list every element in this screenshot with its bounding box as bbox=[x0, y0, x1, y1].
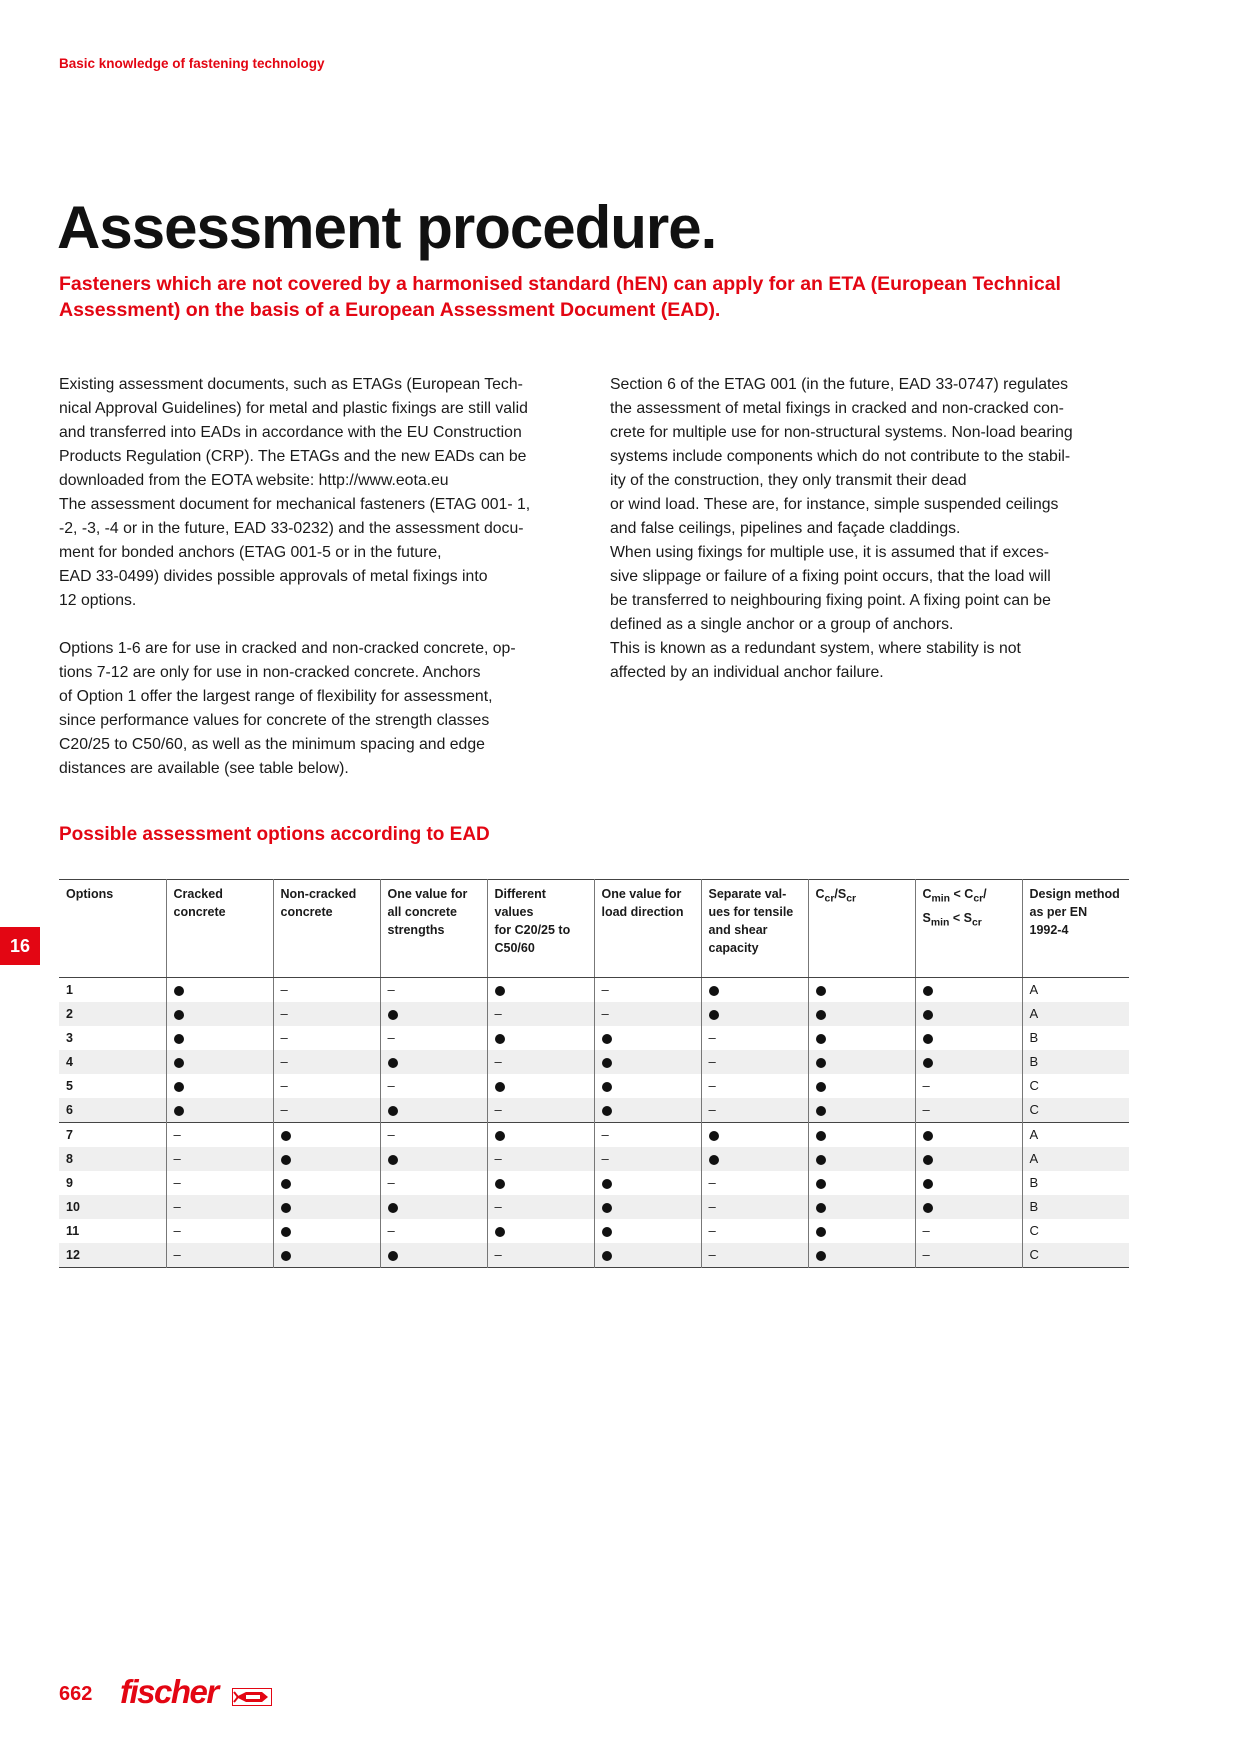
table-cell bbox=[166, 1002, 273, 1026]
table-row bbox=[59, 1123, 1129, 1148]
bullet-icon bbox=[174, 1010, 184, 1020]
bullet-icon bbox=[495, 1179, 505, 1189]
table-cell: – bbox=[915, 1098, 1022, 1123]
right-text-column bbox=[610, 373, 1140, 685]
bullet-icon bbox=[281, 1227, 291, 1237]
table-cell bbox=[915, 1026, 1022, 1050]
bullet-icon bbox=[923, 1179, 933, 1189]
bullet-icon bbox=[816, 1251, 826, 1261]
table-cell bbox=[273, 1147, 380, 1171]
option-number: 7 bbox=[59, 1123, 166, 1148]
table-cell bbox=[273, 1123, 380, 1148]
bullet-icon bbox=[602, 1227, 612, 1237]
table-row bbox=[59, 1002, 1129, 1026]
table-cell: – bbox=[594, 1147, 701, 1171]
table-cell bbox=[380, 1050, 487, 1074]
bullet-icon bbox=[388, 1058, 398, 1068]
table-cell bbox=[273, 1243, 380, 1268]
table-cell bbox=[915, 1171, 1022, 1195]
table-cell bbox=[487, 1171, 594, 1195]
table-cell bbox=[808, 1050, 915, 1074]
table-cell: C bbox=[1022, 1098, 1129, 1123]
option-number: 4 bbox=[59, 1050, 166, 1074]
table-cell: – bbox=[166, 1195, 273, 1219]
table-cell bbox=[808, 978, 915, 1003]
table-cell bbox=[808, 1074, 915, 1098]
table-cell bbox=[594, 1098, 701, 1123]
bullet-icon bbox=[602, 1203, 612, 1213]
table-cell bbox=[808, 1098, 915, 1123]
bullet-icon bbox=[923, 1010, 933, 1020]
table-cell: – bbox=[380, 1219, 487, 1243]
bullet-icon bbox=[174, 1034, 184, 1044]
table-cell: – bbox=[380, 978, 487, 1003]
table-cell: A bbox=[1022, 1002, 1129, 1026]
bullet-icon bbox=[709, 1131, 719, 1141]
table-cell: C bbox=[1029, 1078, 1039, 1093]
table-cell: – bbox=[701, 1074, 808, 1098]
table-cell: – bbox=[594, 1002, 701, 1026]
bullet-icon bbox=[388, 1203, 398, 1213]
table-cell: – bbox=[701, 1219, 808, 1243]
table-cell: – bbox=[273, 1002, 380, 1026]
table-cell bbox=[487, 978, 594, 1003]
table-cell: – bbox=[915, 1074, 1022, 1098]
table-cell: A bbox=[1022, 1123, 1129, 1148]
bullet-icon bbox=[281, 1251, 291, 1261]
table-cell bbox=[380, 1002, 487, 1026]
table-cell: – bbox=[487, 1243, 594, 1268]
table-cell: – bbox=[487, 1002, 594, 1026]
table-cell bbox=[915, 1195, 1022, 1219]
bullet-icon bbox=[281, 1131, 291, 1141]
table-cell bbox=[915, 1123, 1022, 1148]
bullet-icon bbox=[602, 1251, 612, 1261]
header-cmin-smin: $C_{min} < C_{cr}/$ $S_{min} < S_{cr}$ bbox=[915, 880, 1022, 978]
bullet-icon bbox=[923, 1203, 933, 1213]
table-cell bbox=[273, 1171, 380, 1195]
bullet-icon bbox=[816, 986, 826, 996]
table-cell bbox=[594, 1195, 701, 1219]
header-different-values: Different values for C20/25 to C50/60 bbox=[487, 880, 594, 978]
option-number: 5 bbox=[59, 1074, 166, 1098]
table-cell: – bbox=[487, 1050, 594, 1074]
table-cell: – bbox=[701, 1050, 808, 1074]
option-number: 3 bbox=[59, 1026, 166, 1050]
header-one-value-load-direction: One value for load direction bbox=[594, 880, 701, 978]
bullet-icon bbox=[816, 1010, 826, 1020]
bullet-icon bbox=[281, 1179, 291, 1189]
table-row bbox=[59, 1195, 1129, 1219]
table-cell: – bbox=[594, 1123, 701, 1148]
table-cell bbox=[166, 1026, 273, 1050]
table-cell bbox=[166, 1098, 273, 1123]
header-options: Options bbox=[59, 880, 166, 978]
table-cell bbox=[487, 1219, 594, 1243]
bullet-icon bbox=[816, 1227, 826, 1237]
bullet-icon bbox=[816, 1179, 826, 1189]
table-row bbox=[59, 1074, 1129, 1098]
table-cell bbox=[594, 1171, 701, 1195]
table-cell bbox=[915, 1050, 1022, 1074]
bullet-icon bbox=[388, 1155, 398, 1165]
table-cell bbox=[594, 1074, 701, 1098]
bullet-icon bbox=[602, 1179, 612, 1189]
fish-logo-icon bbox=[232, 1688, 272, 1706]
table-cell bbox=[808, 1195, 915, 1219]
left-text-column bbox=[59, 373, 589, 781]
table-cell: – bbox=[166, 1243, 273, 1268]
table-cell: B bbox=[1029, 1030, 1039, 1045]
header-separate-values: Separate val- ues for tensile and shear capacity bbox=[701, 880, 808, 978]
bullet-icon bbox=[495, 1082, 505, 1092]
bullet-icon bbox=[495, 1227, 505, 1237]
bullet-icon bbox=[816, 1155, 826, 1165]
bullet-icon bbox=[495, 1131, 505, 1141]
bullet-icon bbox=[709, 1010, 719, 1020]
running-header: Basic knowledge of fastening technology bbox=[59, 56, 325, 71]
table-cell bbox=[487, 1123, 594, 1148]
table-cell: – bbox=[701, 1098, 808, 1123]
bullet-icon bbox=[816, 1082, 826, 1092]
option-number: 8 bbox=[59, 1147, 166, 1171]
bullet-icon bbox=[388, 1106, 398, 1116]
table-cell bbox=[915, 1147, 1022, 1171]
bullet-icon bbox=[174, 1106, 184, 1116]
bullet-icon bbox=[816, 1106, 826, 1116]
option-number: 2 bbox=[59, 1002, 166, 1026]
bullet-icon bbox=[174, 986, 184, 996]
bullet-icon bbox=[495, 986, 505, 996]
bullet-icon bbox=[602, 1058, 612, 1068]
table-cell: – bbox=[701, 1243, 808, 1268]
table-cell bbox=[380, 1195, 487, 1219]
header-design-method: Design method as per EN 1992-4 bbox=[1022, 880, 1129, 978]
table-cell: – bbox=[594, 978, 701, 1003]
option-number: 10 bbox=[59, 1195, 166, 1219]
table-cell: – bbox=[701, 1026, 808, 1050]
table-cell bbox=[594, 1026, 701, 1050]
page-number: 662 bbox=[59, 1683, 93, 1705]
header-non-cracked-concrete: Non-cracked concrete bbox=[273, 880, 380, 978]
table-cell: B bbox=[1022, 1050, 1129, 1074]
table-row bbox=[59, 1098, 1129, 1123]
bullet-icon bbox=[602, 1082, 612, 1092]
table-row bbox=[59, 978, 1129, 1003]
bullet-icon bbox=[923, 1058, 933, 1068]
table-cell: C bbox=[1029, 1223, 1039, 1238]
bullet-icon bbox=[602, 1106, 612, 1116]
table-cell bbox=[915, 978, 1022, 1003]
table-cell bbox=[808, 1026, 915, 1050]
bullet-icon bbox=[709, 1155, 719, 1165]
page-title: Assessment procedure. bbox=[57, 194, 717, 261]
table-cell bbox=[166, 1050, 273, 1074]
table-cell bbox=[273, 1219, 380, 1243]
table-cell: – bbox=[380, 1074, 487, 1098]
table-cell: – bbox=[273, 1050, 380, 1074]
option-number: 6 bbox=[59, 1098, 166, 1123]
table-row bbox=[59, 1147, 1129, 1171]
table-cell bbox=[808, 1147, 915, 1171]
table-cell bbox=[380, 1147, 487, 1171]
option-number: 9 bbox=[59, 1171, 166, 1195]
table-cell bbox=[594, 1050, 701, 1074]
table-cell bbox=[273, 1195, 380, 1219]
table-cell: – bbox=[380, 1026, 487, 1050]
brand-logo: fischer bbox=[120, 1673, 218, 1710]
table-cell bbox=[701, 1123, 808, 1148]
table-cell bbox=[487, 1026, 594, 1050]
table-cell: – bbox=[273, 1098, 380, 1123]
table-cell: – bbox=[380, 1171, 487, 1195]
table-cell: C bbox=[1022, 1243, 1129, 1268]
table-cell bbox=[166, 978, 273, 1003]
table-cell: – bbox=[487, 1195, 594, 1219]
bullet-icon bbox=[281, 1155, 291, 1165]
table-cell bbox=[915, 1002, 1022, 1026]
table-cell: – bbox=[273, 978, 380, 1003]
table-cell: – bbox=[701, 1195, 808, 1219]
bullet-icon bbox=[923, 1034, 933, 1044]
table-cell bbox=[487, 1074, 594, 1098]
table-cell bbox=[808, 1123, 915, 1148]
table-cell: – bbox=[166, 1171, 273, 1195]
table-cell bbox=[594, 1219, 701, 1243]
table-cell: – bbox=[487, 1147, 594, 1171]
bullet-icon bbox=[174, 1058, 184, 1068]
table-cell bbox=[808, 1219, 915, 1243]
table-cell bbox=[808, 1171, 915, 1195]
option-number: 12 bbox=[59, 1243, 166, 1268]
table-cell: – bbox=[273, 1074, 380, 1098]
table-cell bbox=[701, 1002, 808, 1026]
table-cell: B bbox=[1022, 1195, 1129, 1219]
header-cracked-concrete: Cracked concrete bbox=[166, 880, 273, 978]
table-header-row bbox=[59, 880, 1129, 978]
lead-paragraph: Fasteners which are not covered by a harmonised standard (hEN) can apply for an ETA (European Technical Assessment) on the basis of a European Assessment Document (EAD). bbox=[59, 273, 1061, 321]
table-cell: A bbox=[1029, 982, 1039, 997]
chapter-tab: 16 bbox=[0, 927, 40, 965]
table-cell: – bbox=[915, 1219, 1022, 1243]
table-row bbox=[59, 1050, 1129, 1074]
bullet-icon bbox=[388, 1010, 398, 1020]
bullet-icon bbox=[816, 1203, 826, 1213]
assessment-options-table bbox=[59, 879, 1129, 1268]
left-paragraph-2: Options 1-6 are for use in cracked and non-cracked concrete, op- tions 7-12 are only for use in non-cracked concrete. Anchors of Option 1 offer the largest range of flexibility for assessment, since performance values for concrete of the strength classes C20/25 to C50/60, as well as the minimum spacing and edge distances are available (see table below). bbox=[59, 640, 516, 777]
bullet-icon bbox=[816, 1034, 826, 1044]
table-cell: – bbox=[915, 1243, 1022, 1268]
table-cell: – bbox=[701, 1171, 808, 1195]
table-row bbox=[59, 1026, 1129, 1050]
bullet-icon bbox=[495, 1034, 505, 1044]
table-cell bbox=[808, 1002, 915, 1026]
table-cell bbox=[380, 1098, 487, 1123]
table-cell: – bbox=[273, 1026, 380, 1050]
table-cell bbox=[594, 1243, 701, 1268]
header-ccr-scr: $C_{cr}/S_{cr}$ bbox=[808, 880, 915, 978]
left-paragraph-1: Existing assessment documents, such as ETAGs (European Tech- nical Approval Guidelines) for metal and plastic fixings are still valid and transferred into EADs in accordance with the EU Construction Products Regulation (CRP). The ETAGs and the new EADs can be downloaded from the EOTA website: http://www.eota.eu The assessment document for mechanical fasteners (ETAG 001- 1, -2, -3, -4 or in the future, EAD 33-0232) and the assessment docu- ment for bonded anchors (ETAG 001-5 or in the future, EAD 33-0499) divides possible approvals of metal fixings into 12 options. bbox=[59, 376, 531, 609]
table-title: Possible assessment options according to EAD bbox=[59, 824, 490, 845]
table-cell: – bbox=[380, 1123, 487, 1148]
table-cell bbox=[701, 978, 808, 1003]
table-row bbox=[59, 1171, 1129, 1195]
table-row bbox=[59, 1243, 1129, 1268]
table-row bbox=[59, 1219, 1129, 1243]
bullet-icon bbox=[388, 1251, 398, 1261]
table-cell: – bbox=[487, 1098, 594, 1123]
option-number: 11 bbox=[59, 1219, 166, 1243]
bullet-icon bbox=[923, 1155, 933, 1165]
bullet-icon bbox=[816, 1058, 826, 1068]
table-cell: – bbox=[166, 1123, 273, 1148]
table-cell bbox=[701, 1147, 808, 1171]
bullet-icon bbox=[174, 1082, 184, 1092]
bullet-icon bbox=[602, 1034, 612, 1044]
table-cell: A bbox=[1022, 1147, 1129, 1171]
table-body bbox=[59, 978, 1129, 1268]
table-cell bbox=[380, 1243, 487, 1268]
header-one-value-all-strengths: One value for all concrete strengths bbox=[380, 880, 487, 978]
bullet-icon bbox=[816, 1131, 826, 1141]
bullet-icon bbox=[923, 1131, 933, 1141]
right-paragraph-1: Section 6 of the ETAG 001 (in the future, EAD 33-0747) regulates the assessment of metal fixings in cracked and non-cracked con- crete for multiple use for non-structural systems. Non-load bearing systems include components which do not contribute to the stabil- ity of the construction, they only transmit their dead or wind load. These are, for instance, simple suspended ceilings and false ceilings, pipelines and façade claddings. When using fixings for multiple use, it is assumed that if exces- sive slippage or failure of a fixing point occurs, that the load will be transferred to neighbouring fixing point. A fixing point can be defined as a single anchor or a group of anchors. This is known as a redundant system, where stability is not affected by an individual anchor failure. bbox=[610, 376, 1073, 681]
option-number: 1 bbox=[59, 978, 166, 1003]
table-cell: – bbox=[166, 1147, 273, 1171]
table-cell: B bbox=[1029, 1175, 1039, 1190]
bullet-icon bbox=[709, 986, 719, 996]
table-cell bbox=[808, 1243, 915, 1268]
table-cell bbox=[166, 1074, 273, 1098]
bullet-icon bbox=[923, 986, 933, 996]
bullet-icon bbox=[281, 1203, 291, 1213]
table-cell: – bbox=[166, 1219, 273, 1243]
